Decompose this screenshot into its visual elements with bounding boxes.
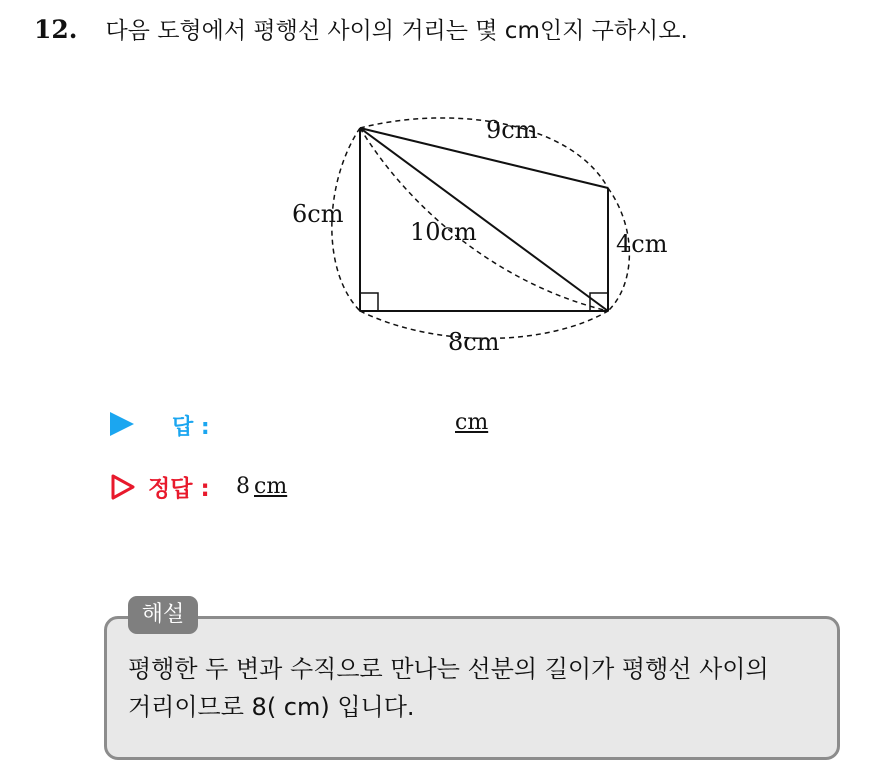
- label-left: 6cm: [292, 200, 344, 228]
- explanation-tab: 해설: [128, 596, 198, 634]
- answer-unit[interactable]: cm: [455, 410, 489, 435]
- question-row: [34, 12, 688, 45]
- diagonal-edge: [360, 128, 608, 311]
- explanation-line-1: 평행한 두 변과 수직으로 만나는 선분의 길이가 평행선 사이의: [128, 655, 769, 683]
- correct-answer-unit: cm: [254, 474, 288, 499]
- right-angle-mark-left: [360, 293, 378, 311]
- correct-answer-label: 정답 :: [148, 476, 210, 502]
- question-text: 다음 도형에서 평행선 사이의 거리는 몇 cm인지 구하시오.: [105, 18, 688, 44]
- correct-answer-value: 8: [236, 474, 250, 499]
- correct-answer-value-group: [236, 474, 287, 499]
- label-top: 9cm: [486, 116, 538, 144]
- trapezoid-figure: [270, 100, 690, 370]
- explanation-line-2: 거리이므로 8( cm) 입니다.: [128, 693, 415, 721]
- label-right: 4cm: [616, 230, 668, 258]
- explanation-text: [128, 650, 828, 726]
- label-bottom: 8cm: [448, 328, 500, 356]
- label-diagonal: 10cm: [410, 218, 477, 246]
- arc-top: [360, 118, 608, 188]
- correct-answer-row: [110, 470, 410, 504]
- answer-row: [110, 408, 530, 442]
- play-triangle-icon: [110, 412, 134, 436]
- outline-triangle-icon: [110, 474, 136, 500]
- answer-label: 답 :: [172, 415, 210, 440]
- question-number: 12.: [34, 15, 78, 44]
